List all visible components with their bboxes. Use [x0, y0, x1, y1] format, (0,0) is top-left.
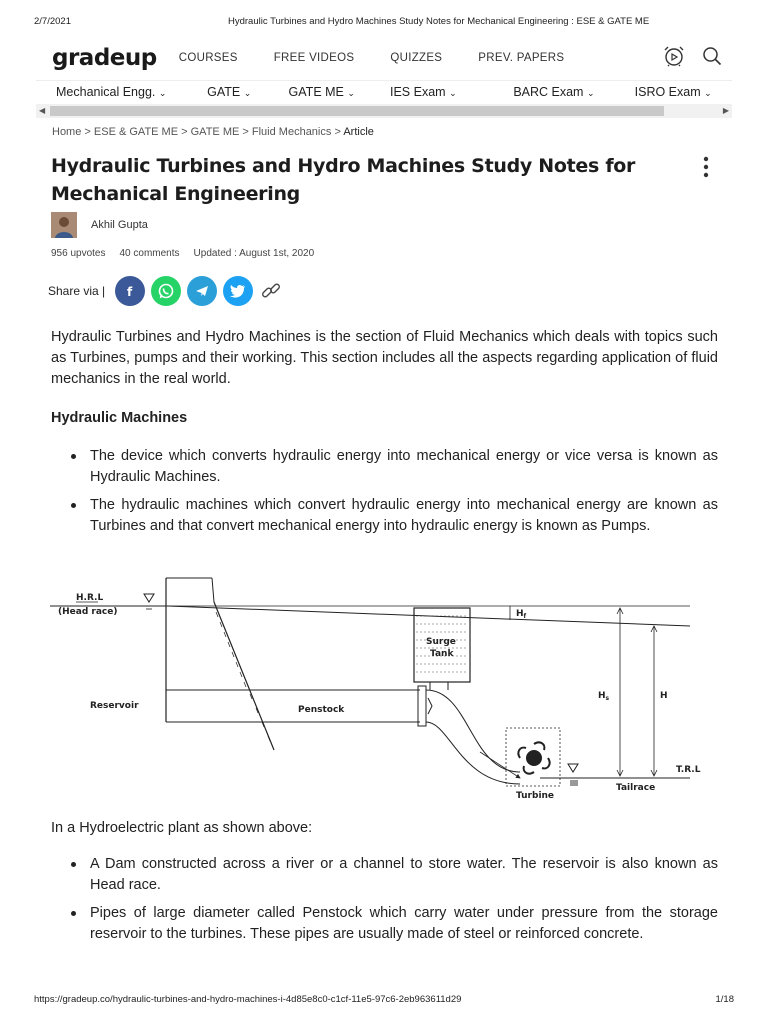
label-penstock: Penstock — [298, 705, 345, 715]
breadcrumb-gate-me[interactable]: GATE ME — [190, 126, 240, 138]
search-icon[interactable] — [702, 46, 722, 71]
breadcrumb-ese-gate-me[interactable]: ESE & GATE ME — [93, 126, 179, 138]
scrollbar-thumb[interactable] — [50, 106, 664, 116]
category-ies-exam[interactable]: IES Exam ⌄ — [390, 84, 457, 99]
twitter-share-icon[interactable] — [223, 276, 253, 306]
label-head-race: (Head race) — [58, 607, 118, 617]
label-hf: $H_f$ — [516, 609, 527, 620]
plant-components-list — [51, 854, 718, 952]
more-options-icon[interactable] — [702, 156, 710, 183]
category-scrollbar[interactable] — [36, 104, 732, 118]
comment-count[interactable]: 40 comments — [119, 248, 180, 259]
section-heading: Hydraulic Machines — [51, 410, 188, 426]
share-bar — [48, 276, 289, 306]
print-footer — [34, 994, 734, 1005]
share-label: Share via | — [48, 284, 106, 298]
nav-quizzes[interactable]: QUIZZES — [390, 52, 443, 64]
chevron-down-icon: ⌄ — [158, 87, 167, 98]
print-date: 2/7/2021 — [34, 16, 71, 27]
author-block — [51, 212, 148, 238]
hydroelectric-plant-diagram — [50, 572, 701, 804]
scroll-right-icon[interactable]: ▶ — [722, 106, 729, 115]
label-hrl: H.R.L — [76, 593, 104, 603]
print-header — [34, 16, 734, 27]
article-stats — [51, 248, 314, 259]
category-mechanical-engg[interactable]: Mechanical Engg. ⌄ — [56, 84, 167, 99]
list-item: The device which converts hydraulic energy into mechanical energy or vice versa is known as Hydraulic Machines. — [51, 446, 718, 488]
copy-link-icon[interactable] — [259, 276, 283, 306]
category-bar — [36, 80, 732, 102]
label-surge-tank: Surge — [426, 637, 456, 647]
category-barc-exam[interactable]: BARC Exam ⌄ — [513, 84, 595, 99]
print-title: Hydraulic Turbines and Hydro Machines Study Notes for Mechanical Engineering : ESE & GATE ME — [228, 16, 650, 27]
print-url: https://gradeup.co/hydraulic-turbines-and-hydro-machines-i-4d85e8c0-c1cf-11e5-97c6-2eb963611d29 — [34, 994, 462, 1005]
chevron-down-icon: ⌄ — [449, 87, 457, 98]
article-title: Hydraulic Turbines and Hydro Machines Study Notes for Mechanical Engineering — [51, 155, 636, 205]
list-item: The hydraulic machines which convert hydraulic energy into mechanical energy are known as Turbines and that convert mechanical energy into hydraulic energy is known as Pumps. — [51, 495, 718, 537]
print-page: 1/18 — [715, 994, 734, 1005]
nav-courses[interactable]: COURSES — [178, 52, 238, 64]
upvote-count: 956 upvotes — [51, 248, 106, 259]
intro-paragraph: Hydraulic Turbines and Hydro Machines is the section of Fluid Mechanics which deals with topics such as Turbines, pumps and their working. This section includes all the aspects regarding application of fluid mechanics in the real world. — [51, 329, 718, 387]
breadcrumb-home[interactable]: Home — [52, 126, 82, 138]
label-reservoir: Reservoir — [90, 701, 139, 711]
avatar[interactable] — [51, 212, 77, 238]
category-gate[interactable]: GATE ⌄ — [207, 84, 252, 99]
hydraulic-machines-list — [51, 446, 718, 544]
nav-icons — [662, 45, 722, 72]
list-item: A Dam constructed across a river or a channel to store water. The reservoir is also known as Head race. — [51, 854, 718, 896]
category-isro-exam[interactable]: ISRO Exam ⌄ — [634, 84, 712, 99]
nav-prev-papers[interactable]: PREV. PAPERS — [478, 52, 565, 64]
label-turbine: Turbine — [516, 791, 555, 801]
updated-date: Updated : August 1st, 2020 — [193, 248, 315, 259]
label-tailrace: Tailrace — [616, 783, 656, 793]
main-nav — [179, 52, 601, 64]
chevron-down-icon: ⌄ — [243, 87, 252, 98]
author-name[interactable]: Akhil Gupta — [91, 219, 148, 231]
alarm-clock-icon[interactable] — [662, 45, 686, 72]
list-item: Pipes of large diameter called Penstock which carry water under pressure from the storage reservoir to the turbines. These pipes are usually made of steel or reinforced concrete. — [51, 903, 718, 945]
scroll-left-icon[interactable]: ◀ — [39, 106, 46, 115]
site-logo[interactable]: gradeup — [52, 45, 157, 71]
breadcrumb-fluid-mechanics[interactable]: Fluid Mechanics — [251, 126, 332, 138]
category-gate-me[interactable]: GATE ME ⌄ — [288, 84, 355, 99]
svg-text:f: f — [127, 285, 133, 299]
label-hs: $H_s$ — [598, 691, 610, 702]
telegram-share-icon[interactable] — [187, 276, 217, 306]
breadcrumb-current: Article — [343, 126, 374, 138]
chevron-down-icon: ⌄ — [586, 87, 595, 98]
label-surge-tank-2: Tank — [430, 649, 454, 659]
chevron-down-icon: ⌄ — [704, 87, 712, 98]
facebook-share-icon[interactable] — [115, 276, 145, 306]
plant-intro: In a Hydroelectric plant as shown above: — [51, 820, 313, 836]
chevron-down-icon: ⌄ — [347, 87, 355, 98]
breadcrumb: Home > ESE & GATE ME > GATE ME > Fluid Mechanics > Article — [52, 126, 374, 138]
label-h: H — [660, 691, 668, 701]
top-navbar — [36, 40, 732, 76]
nav-free-videos[interactable]: FREE VIDEOS — [273, 52, 355, 64]
whatsapp-share-icon[interactable] — [151, 276, 181, 306]
label-trl: T.R.L — [676, 765, 701, 775]
